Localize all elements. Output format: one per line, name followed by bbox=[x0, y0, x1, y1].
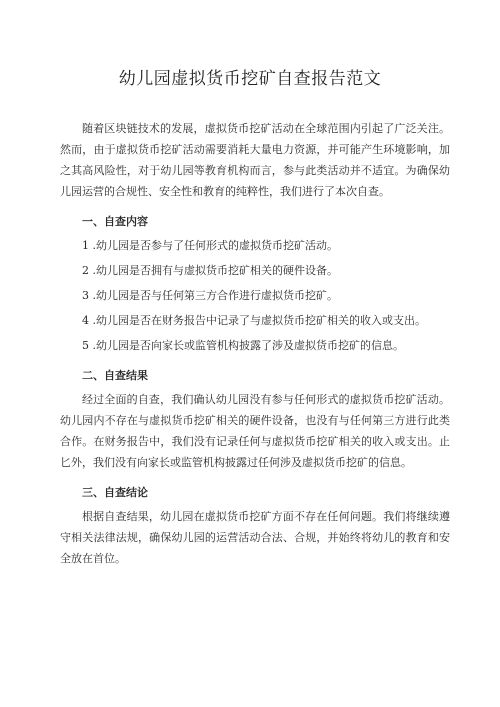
document-body bbox=[60, 118, 450, 569]
document-title: 幼儿园虚拟货币挖矿自查报告范文 bbox=[118, 69, 382, 89]
intro-paragraph: 随着区块链技术的发展，虚拟货币挖矿活动在全球范围内引起了广泛关注。然而，由于虚拟货币挖矿活动需要消耗大量电力资源，并可能产生环境影响，加之其高风险性，对于幼儿园等教育机构而言，参与此类活动并不适宜。为确保幼儿园运营的合规性、安全性和教育的纯粹性，我们进行了本次自查。 bbox=[60, 122, 450, 198]
section-heading-result: 二、自查结果 bbox=[82, 369, 148, 382]
section-heading-conclusion: 三、自查结论 bbox=[82, 486, 148, 499]
section-heading-content: 一、自查内容 bbox=[82, 215, 148, 228]
check-item-3: 3 .幼儿园是否与任何第三方合作进行虚拟货币挖矿。 bbox=[82, 289, 338, 302]
result-paragraph: 经过全面的自查，我们确认幼儿园没有参与任何形式的虚拟货币挖矿活动。幼儿园内不存在与虚拟货币挖矿相关的硬件设备，也没有与任何第三方进行此类合作。在财务报告中，我们没有记录任何与虚拟货币挖矿相关的收入或支出。止匕外，我们没有向家长或监管机构披露过任何涉及虚拟货币挖矿的信息。 bbox=[60, 393, 450, 469]
check-item-5: 5 .幼儿园是否向家长或监管机构披露了涉及虚拟货币挖矿的信息。 bbox=[82, 339, 404, 352]
check-item-4: 4 .幼儿园是否在财务报告中记录了与虚拟货币挖矿相关的收入或支出。 bbox=[82, 314, 426, 327]
conclusion-paragraph: 根据自查结果，幼儿园在虚拟货币挖矿方面不存在任何问题。我们将继续遵守相关法律法规，确保幼儿园的运营活动合法、合规，并始终将幼儿的教育和安全放在首位。 bbox=[60, 510, 450, 565]
check-item-2: 2 .幼儿园是否拥有与虚拟货币挖矿相关的硬件设备。 bbox=[82, 264, 338, 277]
check-item-1: 1 .幼儿园是否参与了任何形式的虚拟货币挖矿活动。 bbox=[82, 239, 338, 252]
